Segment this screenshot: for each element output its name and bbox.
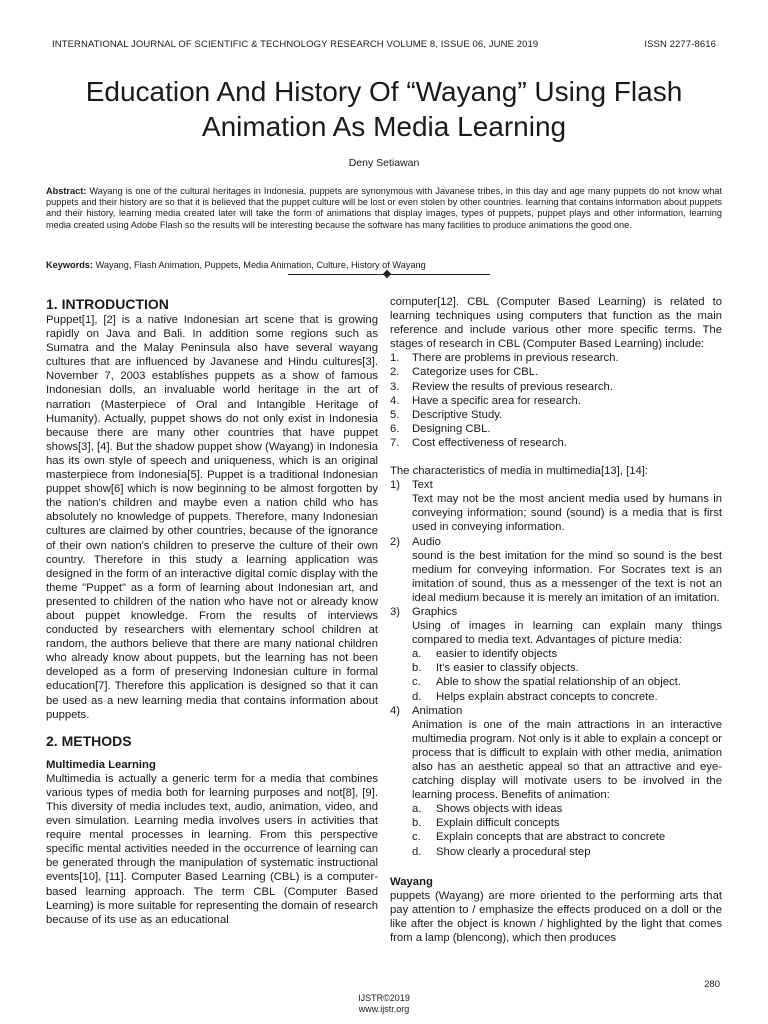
keywords-label: Keywords: [46, 260, 93, 270]
list-number: 1. [390, 352, 400, 365]
media-item-graphics [390, 605, 722, 704]
sub-number: d. [412, 690, 422, 703]
list-number: 5. [390, 408, 400, 421]
media-number: 2) [390, 535, 401, 548]
list-text: Descriptive Study. [412, 408, 503, 421]
cbl-text: computer[12]. CBL (Computer Based Learning) is related to learning techniques using computers that function as the main reference and include various other more specific terms. The stages of research in CBL (Computer Based Learning) include: [390, 296, 722, 351]
sub-number: b. [412, 817, 422, 830]
divider-diamond-icon [383, 270, 391, 278]
media-description: sound is the best imitation for the mind so sound is the best medium for conveying information. For Socrates text is an imitation of sound, thus as a messenger of the text is not an ideal medium because it is merely an imitation of an imitation. [412, 549, 722, 604]
list-item [390, 436, 722, 450]
sub-list-item [412, 690, 722, 704]
title-line-2: Animation As Media Learning [201, 111, 567, 142]
issn: ISSN 2277-8616 [644, 39, 716, 50]
page-footer [0, 993, 768, 1015]
media-title: Animation [412, 704, 463, 717]
abstract-label: Abstract: [46, 186, 87, 196]
list-text: There are problems in previous research. [412, 352, 619, 365]
list-number: 4. [390, 394, 400, 407]
media-number: 1) [390, 479, 401, 492]
list-text: Designing CBL. [412, 422, 491, 435]
list-text: Have a specific area for research. [412, 394, 581, 407]
media-description: Using of images in learning can explain many things compared to media text. Advantages of picture media: [412, 620, 722, 647]
sub-list-item [412, 661, 722, 675]
sub-text: Helps explain abstract concepts to concrete. [436, 690, 658, 703]
list-number: 7. [390, 436, 400, 449]
introduction-text: Puppet[1], [2] is a native Indonesian art scene that is growing rapidly on Java and Bali. In addition some regions such as Sumatra and the Malay Peninsula also have several wayang cultures that are influenced by Javanese and Hindu cultures[3]. November 7, 2003 establishes puppets as a show of famous Indonesian dolls, an invaluable world heritage in the art of narration (Masterpiece of Oral and Intangible Heritage of Humanity). Actually, puppet shows do not only exist in Indonesia because there are many other countries that have puppet shows[3], [4]. But the shadow puppet show (Wayang) in Indonesia has its own style of speech and uniqueness, which is an original masterpiece from Indonesia[5]. Puppet is a traditional Indonesian puppet show[6] which is now beginning to be almost forgotten by the nation's children and maybe even a nation child who has absolutely no knowledge of puppets. Therefore, many Indonesian cultures are claimed by other countries, because of the ignorance of their own nation's children to preserve the culture of their own country. Therefore in this study a learning application was designed in the form of an interactive digital comic display with the theme "Puppet" as a form of learning about Indonesian art, and presented to children of the nation who have not or already know about puppet knowledge. From the results of interviews conducted by researchers with elementary school children at random, the authors believe that there are many national children who already know about puppets, but the learning has not been developed as a form of preserving Indonesian culture in formal education[7]. Therefore this application is designed so that it can be used as a new learning media that contains information about puppets. [46, 314, 378, 721]
introduction-heading: 1. INTRODUCTION [46, 296, 169, 312]
author-name: Deny Setiawan [348, 157, 420, 169]
sub-list-item [412, 802, 722, 816]
media-item-text [390, 478, 722, 534]
sub-text: It's easier to classify objects. [436, 662, 579, 675]
sub-number: a. [412, 803, 422, 816]
sub-list-item [412, 647, 722, 661]
list-item [390, 380, 722, 394]
page-number: 280 [704, 979, 720, 990]
sub-list-item [412, 830, 722, 844]
running-header [52, 39, 716, 50]
sub-number: d. [412, 845, 422, 858]
footer-copyright: IJSTR©2019 [358, 993, 410, 1003]
sub-text: Show clearly a procedural step [436, 845, 591, 858]
list-number: 3. [390, 380, 400, 393]
list-text: Cost effectiveness of research. [412, 436, 567, 449]
list-number: 2. [390, 366, 400, 379]
keywords [46, 260, 722, 270]
media-description: Text may not be the most ancient media used by humans in conveying information; sound (sound) is a media that is first used in conveying information. [412, 493, 722, 534]
methods-heading: 2. METHODS [46, 732, 132, 749]
sub-text: Shows objects with ideas [436, 803, 563, 816]
list-item [390, 351, 722, 365]
left-column [46, 295, 378, 927]
multimedia-learning-heading: Multimedia Learning [46, 758, 156, 771]
right-column [390, 295, 722, 945]
abstract [46, 186, 722, 231]
wayang-text: puppets (Wayang) are more oriented to the performing arts that pay attention to / emphasize the effects produced on a doll or the like after the object is known / highlighted by the light that comes from a lamp (blencong), which then produces [390, 889, 722, 945]
list-item [390, 422, 722, 436]
list-number: 6. [390, 422, 400, 435]
media-title: Text [412, 479, 433, 492]
list-item [390, 408, 722, 422]
media-item-animation [390, 704, 722, 859]
keywords-text: Wayang, Flash Animation, Puppets, Media Animation, Culture, History of Wayang [92, 260, 426, 270]
sub-list-item [412, 816, 722, 830]
media-title: Audio [412, 535, 441, 548]
characteristics-intro: The characteristics of media in multimedia[13], [14]: [390, 465, 649, 478]
sub-number: a. [412, 648, 422, 661]
sub-list-item [412, 675, 722, 689]
media-description: Animation is one of the main attractions in an interactive multimedia program. Not only is it able to explain a concept or process that is difficult to explain with other media, animation also has an aesthetic appeal so that an attractive and eye-catching display will motivate users to be involved in the learning process. Benefits of animation: [412, 718, 722, 802]
sub-text: Explain difficult concepts [436, 817, 560, 830]
paper-title [20, 74, 748, 144]
cbl-stages-list [390, 351, 722, 450]
section-divider [288, 274, 490, 275]
list-item [390, 365, 722, 379]
sub-text: Explain concepts that are abstract to concrete [436, 831, 666, 844]
abstract-text: Wayang is one of the cultural heritages in Indonesia, puppets are synonymous with Javanese tribes, in this day and age many puppets do not know what puppets and their history are so that it is believed that the puppet culture will be lost or even stolen by other countries. learning that contains information about puppets and their history, learning media created later will take the form of animations that display images, types of puppets, puppet plays and other information, learning media created using Adobe Flash so the results will be interesting because the software has many facilities to produce animations the good one. [46, 186, 722, 230]
list-text: Review the results of previous research. [412, 380, 613, 393]
title-line-1: Education And History Of “Wayang” Using Flash [85, 76, 683, 107]
media-number: 4) [390, 704, 401, 717]
wayang-heading: Wayang [390, 875, 433, 888]
sub-number: c. [412, 676, 421, 689]
list-text: Categorize uses for CBL. [412, 366, 539, 379]
sub-number: c. [412, 831, 421, 844]
sub-text: easier to identify objects [436, 648, 558, 661]
footer-website: www.ijstr.org [358, 1004, 410, 1014]
media-title: Graphics [412, 605, 458, 618]
list-item [390, 394, 722, 408]
sub-list-item [412, 845, 722, 859]
media-item-audio [390, 535, 722, 605]
multimedia-learning-text: Multimedia is actually a generic term for a media that combines various types of media both for learning purposes and not[8], [9]. This diversity of media includes text, audio, animation, video, and even simulation. Learning media involves users in activities that require mental processes in learning. From this perspective specific mental activities needed in the occurrence of learning can be generated through the manipulation of systematic instructional events[10], [11]. Computer Based Learning (CBL) is a computer-based learning approach. The term CBL (Computer Based Learning) is more suitable for representing the domain of research because of its use as an educational [46, 772, 378, 926]
media-number: 3) [390, 605, 401, 618]
journal-name: INTERNATIONAL JOURNAL OF SCIENTIFIC & TECHNOLOGY RESEARCH VOLUME 8, ISSUE 06, JUNE 2019 [52, 39, 539, 50]
sub-number: b. [412, 662, 422, 675]
sub-text: Able to show the spatial relationship of an object. [436, 676, 681, 689]
